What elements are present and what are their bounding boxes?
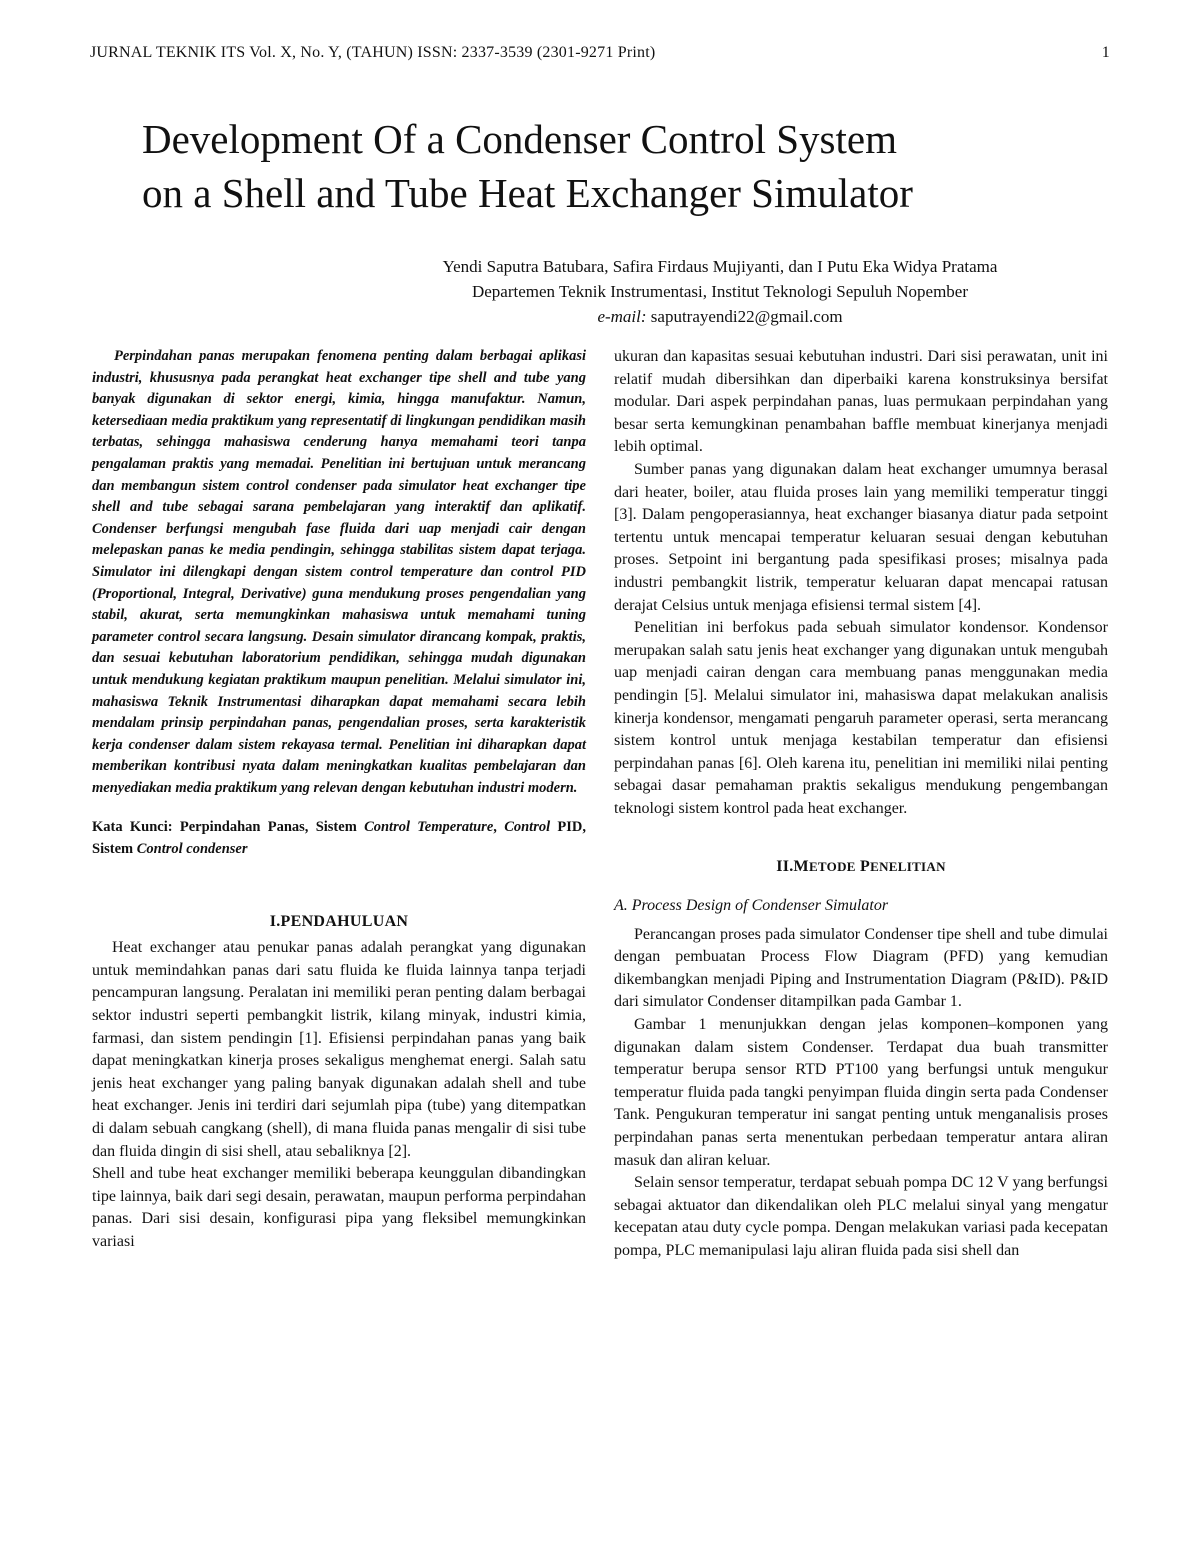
keyword-1-italic: Control Temperature	[364, 819, 494, 836]
section-2-number: II.	[776, 858, 794, 876]
method-paragraph-3: Selain sensor temperatur, terdapat sebuah pompa DC 12 V yang berfungsi sebagai aktuator dan dikendalikan oleh PLC melalui sinyal yang mengatur kecepatan atau duty cycle pompa. Dengan melakukan variasi pada kecepatan pompa, PLC memanipulasi laju aliran fluida pada sisi shell dan	[614, 1174, 1108, 1259]
journal-info: JURNAL TEKNIK ITS Vol. X, No. Y, (TAHUN) ISSN: 2337-3539 (2301-9271 Print)	[90, 44, 656, 61]
subsection-a-heading: A. Process Design of Condenser Simulator	[614, 897, 889, 915]
method-paragraph-1: Perancangan proses pada simulator Condenser tipe shell and tube dimulai dengan pembuatan Process Flow Diagram (PFD) yang kemudian dikembangkan menjadi Piping and Instrumentation Diagram (P&ID). P&ID dari simulator Condenser ditampilkan pada Gambar 1.	[614, 925, 1108, 1011]
running-header	[90, 44, 1110, 62]
intro-paragraph-2: Shell and tube heat exchanger memiliki beberapa keunggulan dibandingkan tipe lainnya, baik dari segi desain, perawatan, maupun performa perpindahan panas. Dari sisi desain, konfigurasi pipa yang fleksibel memungkinkan variasi	[92, 1165, 586, 1250]
keyword-3-italic: Control condenser	[136, 841, 248, 858]
author-email: saputrayendi22@gmail.com	[650, 307, 843, 326]
intro-paragraph-1: Heat exchanger atau penukar panas adalah perangkat yang digunakan untuk memindahkan panas dari satu fluida ke fluida lainnya tanpa terjadi pencampuran langsung. Peralatan ini memiliki peran penting dalam berbagai sektor industri seperti pembangkit listrik, kilang minyak, industri kimia, farmasi, dan sistem pendingin [1]. Efisiensi perpindahan panas yang baik dapat meningkatkan kinerja proses sekaligus menghemat energi. Salah satu jenis heat exchanger yang paling banyak digunakan adalah shell and tube heat exchanger. Jenis ini terdiri dari sejumlah pipa (tube) yang ditempatkan di dalam sebuah cangkang (shell), di mana fluida panas mengalir di sisi tube dan fluida dingin di sisi shell, atau sebaliknya [2].	[92, 939, 586, 1160]
abstract: Perpindahan panas merupakan fenomena penting dalam berbagai aplikasi industri, khususnya pada perangkat heat exchanger tipe shell and tube yang banyak digunakan di sektor energi, kimia, hingga manufaktur. Namun, ketersediaan media praktikum yang representatif di lingkungan pendidikan masih terbatas, sehingga mahasiswa cenderung hanya memahami teori tanpa pengalaman praktis yang memadai. Penelitian ini bertujuan untuk merancang dan membangun sistem control condenser pada simulator heat exchanger tipe shell and tube sebagai sarana pembelajaran yang interaktif dan aplikatif. Condenser berfungsi mengubah fase fluida dari uap menjadi cair dengan melepaskan panas ke media pendingin, sehingga stabilitas sistem dapat terjaga. Simulator ini dilengkapi dengan sistem control temperature dan control PID (Proportional, Integral, Derivative) guna mendukung proses pengendalian yang stabil, akurat, serta memungkinkan mahasiswa untuk memahami tuning parameter control secara langsung. Desain simulator dirancang kompak, praktis, dan sesuai kebutuhan laboratorium pendidikan, sehingga mudah digunakan untuk mendukung kegiatan praktikum maupun penelitian. Melalui simulator ini, mahasiswa Teknik Instrumentasi diharapkan dapat memahami secara lebih mendalam prinsip perpindahan panas, pengendalian proses, serta karakteristik kerja condenser dalam sistem rekayasa termal. Penelitian ini diharapkan dapat memberikan kontribusi nyata dalam meningkatkan kualitas pembelajaran dan menyediakan media praktikum yang relevan dengan kebutuhan industri modern.	[92, 348, 586, 796]
author-names: Yendi Saputra Batubara, Safira Firdaus Mujiyanti, dan I Putu Eka Widya Pratama	[442, 257, 998, 276]
section-2-heading	[614, 856, 1108, 879]
email-label: e-mail:	[597, 307, 647, 326]
author-email-line	[250, 304, 1190, 329]
section-2-word-1-rest: ETODE	[808, 859, 856, 875]
title-line-1: Development Of a Condenser Control System	[142, 116, 897, 162]
keyword-2-italic: Control	[504, 819, 551, 836]
keyword-sep: ,	[493, 819, 497, 836]
intro-paragraph-3: Sumber panas yang digunakan dalam heat exchanger umumnya berasal dari heater, boiler, atau fluida proses lain yang memiliki temperatur tinggi [3]. Dalam pengoperasiannya, heat exchanger biasanya diatur pada setpoint tertentu untuk mencapai temperatur keluaran sesuai dengan kebutuhan proses. Setpoint ini bergantung pada spesifikasi proses; misalnya pada industri pembangkit listrik, temperatur keluaran dapat mencapai ratusan derajat Celsius untuk menjaga efisiensi termal sistem [4].	[614, 460, 1108, 614]
keyword-1: Perpindahan Panas, Sistem	[179, 819, 357, 836]
title-line-2: on a Shell and Tube Heat Exchanger Simulator	[142, 170, 913, 216]
paper-title	[142, 112, 1102, 220]
method-paragraph-2: Gambar 1 menunjukkan dengan jelas komponen–komponen yang digunakan dalam sistem Condenser. Terdapat dua buah transmitter temperatur berupa sensor RTD PT100 yang berfungsi untuk mengukur temperatur fluida pada tangki penyimpan fluida dingin serta pada Condenser Tank. Pengukuran temperatur ini sangat penting untuk menganalisis proses perpindahan panas serta menentukan perbedaan temperatur antara aliran masuk dan aliran keluar.	[614, 1016, 1108, 1169]
section-2-word-2-rest: ENELITIAN	[870, 859, 946, 875]
keywords-label: Kata Kunci:	[92, 819, 173, 836]
left-column	[92, 346, 586, 1254]
right-column	[614, 346, 1108, 1263]
intro-paragraph-4: Penelitian ini berfokus pada sebuah simulator kondensor. Kondensor merupakan salah satu jenis heat exchanger yang digunakan untuk mengubah uap menjadi cairan dengan cara membuang panas menggunakan media pendingin [5]. Melalui simulator ini, mahasiswa dapat melakukan analisis kinerja kondensor, mengamati pengaruh parameter operasi, serta merancang sistem kontrol untuk menjaga kestabilan temperatur dan efisiensi perpindahan panas [6]. Oleh karena itu, penelitian ini memiliki nilai penting sebagai dasar pemahaman praktis sekaligus mendukung pengembangan teknologi sistem kontrol pada heat exchanger.	[614, 619, 1108, 817]
section-2-word-1-initial: M	[793, 858, 809, 876]
author-affiliation: Departemen Teknik Instrumentasi, Institut Teknologi Sepuluh Nopember	[471, 282, 969, 301]
author-block	[250, 254, 1190, 329]
keyword-2: PID, Sistem	[92, 819, 587, 858]
keywords	[92, 817, 586, 860]
section-2-word-2-initial: P	[860, 858, 871, 876]
page-number: 1	[1101, 44, 1110, 61]
intro-paragraph-2-continued: ukuran dan kapasitas sesuai kebutuhan industri. Dari sisi perawatan, unit ini relatif mudah dibersihkan dan diperbaiki karena konstruksinya bersifat modular. Dari aspek perpindahan panas, luas permukaan perpindahan yang besar serta kemungkinan penambahan baffle membuat kinerjanya menjadi lebih optimal.	[614, 348, 1108, 456]
section-1-heading: I.PENDAHULUAN	[269, 912, 409, 930]
